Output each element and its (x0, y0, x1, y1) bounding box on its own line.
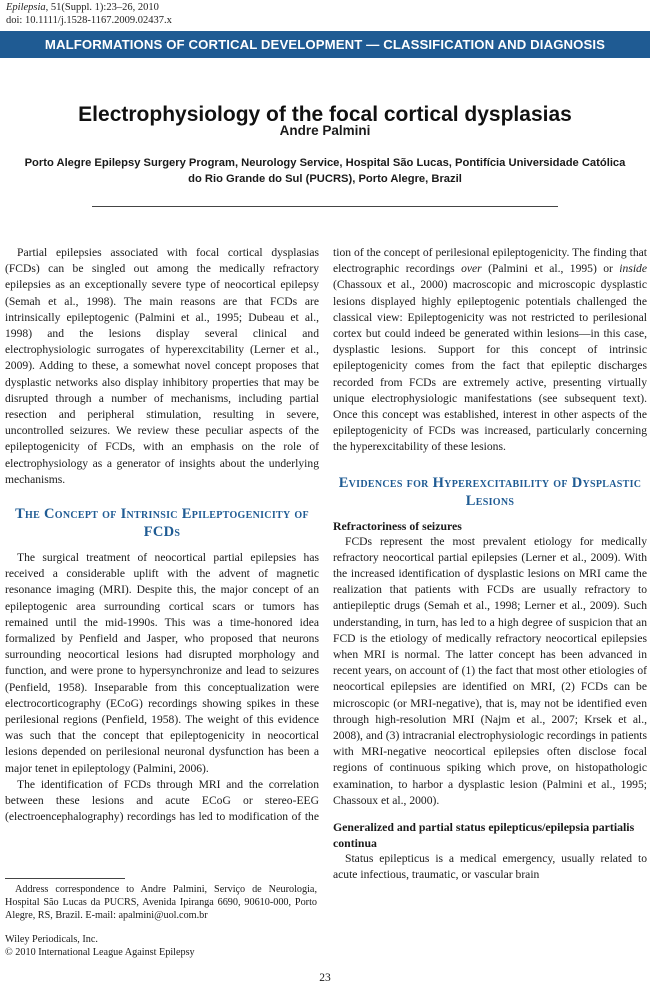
subsection-heading-refractoriness: Refractoriness of seizures (333, 518, 462, 533)
publisher-name: Wiley Periodicals, Inc. (5, 934, 98, 945)
title-divider (92, 206, 558, 207)
body-paragraph: The identification of FCDs through MRI and the correlation between these lesions and acute ECoG or stereo-EEG (electroencephalography) recordings has led to modification of the (5, 777, 319, 824)
section-banner: MALFORMATIONS OF CORTICAL DEVELOPMENT — CLASSIFICATION AND DIAGNOSIS (0, 31, 650, 58)
journal-volume: , 51(Suppl. 1):23–26, 2010 (45, 2, 159, 13)
footnote-divider (5, 878, 125, 879)
subsection-heading-status-epilepticus: Generalized and partial status epilepticus/epilepsia partialis continua (333, 820, 635, 851)
copyright: © 2010 International League Against Epilepsy (5, 947, 195, 958)
body-paragraph: The surgical treatment of neocortical partial epilepsies has received a considerable uplift with the advent of magnetic resonance imaging (MRI). Despite this, the major concept of an epileptogenic area surrounding cortical scars or tumors has remained until the mid-1990s. This was a time-honored idea formalized by Penfield and Jasper, who proposed that neurons surrounding neocortical lesions had disrupted morphology and function, and were prone to hypersynchronize and lead to seizures (Penfield, 1958). Inseparable from this conceptualization were electrocorticography (ECoG) recordings showing spikes in these perilesional regions (Penfield, 1958). The weight of this evidence was such that the concept that epileptogenicity in neocortical lesions depended on perilesional neuronal dysfunction has been a major tenet in epileptology (Palmini, 2006). (5, 551, 319, 775)
journal-volume-line (6, 1, 172, 14)
author-name: Andre Palmini (279, 123, 371, 138)
affiliation (0, 155, 650, 187)
affiliation-line-1: Porto Alegre Epilepsy Surgery Program, Neurology Service, Hospital São Lucas, Pontifícia Universidade Católica (24, 157, 626, 169)
journal-name: Epilepsia (6, 2, 46, 13)
right-column (333, 245, 647, 884)
section-heading-intrinsic-epileptogenicity: The Concept of Intrinsic Epileptogenicity of FCDs (15, 506, 309, 541)
article-title: Electrophysiology of the focal cortical dysplasias (78, 103, 572, 127)
body-paragraph-continued: tion of the concept of perilesional epileptogenicity. The finding that electrographic recordings over (Palmini et al., 1995) or inside (Chassoux et al., 2000) macroscopic and microscopic dysplastic lesions displayed highly epileptogenic potentials challenged the classical view: Epileptogenicity was not restricted to perilesional cortex but could indeed be generated within lesions—in this case, dysplastic lesions. Support for this concept of intrinsic epileptogenicity comes from the fact that epileptic discharges recorded from FCDs are extremely active, presenting virtually unique electrophysiologic manifestations (see subsequent text). Once this concept was established, interest in other aspects of the epileptogenicity of FCDs was increased, particularly concerning the hyperexcitability of these lesions. (333, 246, 647, 454)
affiliation-line-2: do Rio Grande do Sul (PUCRS), Porto Alegre, Brazil (188, 173, 462, 185)
body-paragraph: FCDs represent the most prevalent etiology for medically refractory neocortical partial epilepsies (Lerner et al., 2009). With the increased identification of dysplastic lesions on MRI came the realization that patients with FCDs are usually refractory to antiepileptic drugs (Semah et al., 1998; Lerner et al., 2009). Such understanding, in turn, has led to a high degree of suspicion that an FCD is the etiology of medically refractory neocortical epilepsies when MRI is normal. The latter concept has been advanced in recent years, on account of (1) the fact that most other etiologies of neocortical epilepsies are identified on MRI, (2) FCDs can be microscopic (or MRI-negative), that is, may not be identified even through high-resolution MRI (Najm et al., 2007; Krsek et al., 2008), and (3) intracranial electrophysiologic recordings in patients with MRI-negative neocortical epilepsies often disclose focal regions of continuous spiking which prove, on histopathologic examination, to harbor a dysplastic lesion (Palmini et al., 1995; Chassoux et al., 2000). (333, 534, 647, 807)
body-paragraph: Status epilepticus is a medical emergency, usually related to acute infectious, traumatic, or vascular brain (333, 852, 647, 882)
abstract-paragraph: Partial epilepsies associated with focal cortical dysplasias (FCDs) can be singled out among the medically refractory epilepsies as an exceptionally severe type of neocortical epilepsy (Semah et al., 1998). The main reasons are that FCDs are intrinsically epileptogenic (Palmini et al., 1995; Dubeau et al., 1998) and the lesions display several clinical and electrophysiologic surrogates of hyperexcitability (Lerner et al., 2009). Adding to these, a somewhat novel concept proposes that dysplastic networks also display inhibitory properties that may be disrupted through a number of mechanisms, including partial resection and peripheral stimulation, resulting in severe, uncontrolled seizures. We review these peculiar aspects of the epileptogenicity of FCDs, with an emphasis on the role of electrophysiology as a generator of insights about the underlying mechanisms. (5, 246, 319, 486)
publisher-info (5, 933, 195, 959)
left-column (5, 245, 319, 825)
correspondence-footnote (5, 883, 317, 923)
journal-citation (6, 1, 172, 27)
page-number: 23 (319, 972, 331, 984)
section-heading-hyperexcitability: Evidences for Hyperexcitability of Dysplastic Lesions (338, 474, 642, 509)
doi: doi: 10.1111/j.1528-1167.2009.02437.x (6, 15, 172, 26)
correspondence-text: Address correspondence to Andre Palmini, Serviço de Neurologia, Hospital São Lucas da PUCRS, Avenida Ipiranga 6690, 90610-000, Porto Alegre, RS, Brazil. E-mail: apalmini@uol.com.br (5, 884, 317, 922)
